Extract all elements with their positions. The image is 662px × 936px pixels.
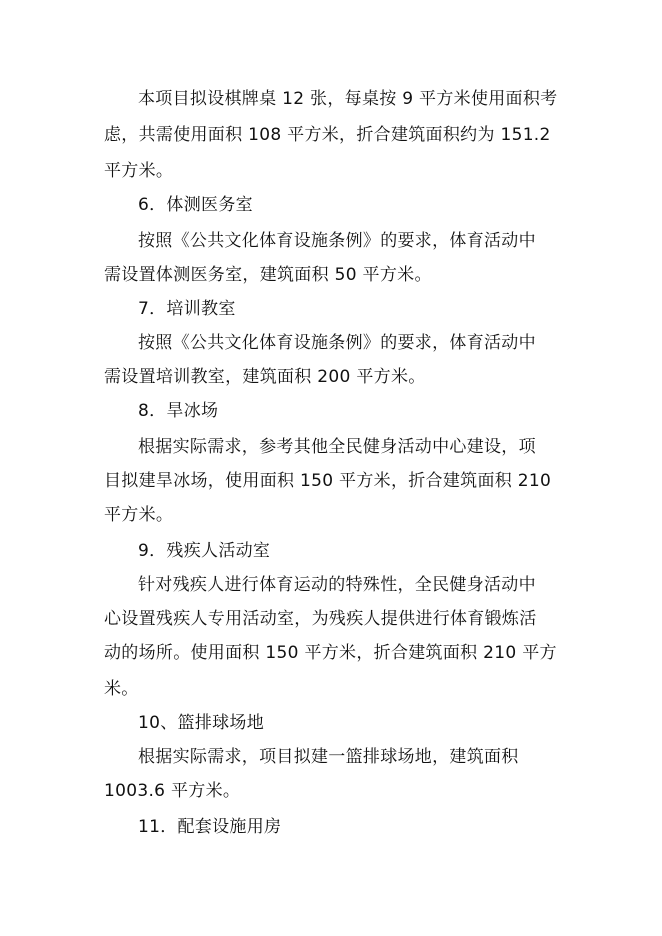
paragraph-line: 心设置残疾人专用活动室，为残疾人提供进行体育锻炼活: [104, 609, 537, 629]
paragraph-line: 根据实际需求，参考其他全民健身活动中心建设，项: [138, 437, 536, 457]
paragraph-line: 1003.6 平方米。: [104, 781, 241, 801]
paragraph-line: 米。: [104, 679, 139, 699]
section-heading: 7．培训教室: [138, 299, 236, 319]
section-heading: 11．配套设施用房: [138, 817, 282, 837]
paragraph-line: 针对残疾人进行体育运动的特殊性，全民健身活动中: [138, 575, 536, 595]
paragraph-line: 动的场所。使用面积 150 平方米，折合建筑面积 210 平方: [104, 643, 557, 663]
section-heading: 9．残疾人活动室: [138, 541, 271, 561]
paragraph-line: 平方米。: [104, 505, 174, 525]
paragraph-line: 根据实际需求，项目拟建一篮排球场地，建筑面积: [138, 747, 519, 767]
section-heading: 10、篮排球场地: [138, 713, 265, 733]
section-heading: 6．体测医务室: [138, 195, 253, 215]
paragraph-line: 目拟建旱冰场，使用面积 150 平方米，折合建筑面积 210: [104, 471, 552, 491]
paragraph-line: 按照《公共文化体育设施条例》的要求，体育活动中: [138, 231, 536, 251]
paragraph-line: 需设置培训教室，建筑面积 200 平方米。: [104, 367, 426, 387]
paragraph-line: 本项目拟设棋牌桌 12 张，每桌按 9 平方米使用面积考: [138, 89, 558, 109]
paragraph-line: 平方米。: [104, 161, 174, 181]
paragraph-line: 按照《公共文化体育设施条例》的要求，体育活动中: [138, 333, 536, 353]
paragraph-line: 虑，共需使用面积 108 平方米，折合建筑面积约为 151.2: [104, 125, 551, 145]
paragraph-line: 需设置体测医务室，建筑面积 50 平方米。: [104, 265, 432, 285]
section-heading: 8．旱冰场: [138, 401, 219, 421]
